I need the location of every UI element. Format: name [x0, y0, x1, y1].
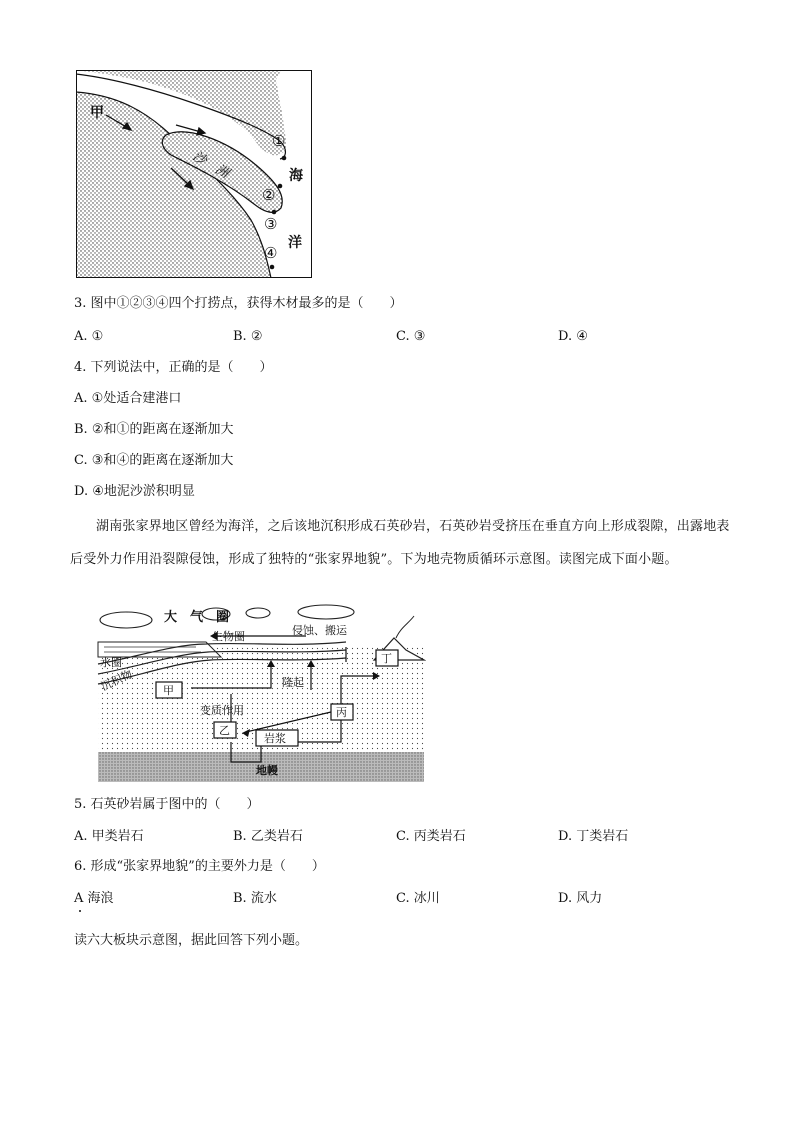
label-mantle: 地幔 [256, 764, 278, 777]
label-box-jia: 甲 [163, 684, 174, 697]
option-text: ④地泥沙淤积明显 [92, 484, 195, 499]
option-text: 冰川 [413, 891, 440, 906]
q3-stem: 3. 图中①②③④四个打捞点，获得木材最多的是（ ） [74, 296, 403, 311]
rock-cycle-svg [96, 602, 426, 784]
label-sediment: 沉积物 [99, 667, 135, 694]
stray-dot [79, 910, 81, 912]
option-key: A. [74, 391, 88, 406]
option-text: 甲类岩石 [91, 829, 144, 844]
q3-option-c[interactable] [396, 328, 425, 346]
q6-stem: 6. 形成“张家界地貌”的主要外力是（ ） [74, 859, 325, 874]
label-yang: 洋 [288, 235, 302, 251]
option-text: 丙类岩石 [413, 829, 466, 844]
label-box-yi: 乙 [219, 724, 230, 737]
q5-option-c[interactable] [396, 828, 466, 846]
q3-option-b[interactable] [233, 328, 262, 346]
option-key: B. [74, 422, 88, 437]
q6-option-c[interactable] [396, 890, 440, 908]
option-text: ②和①的距离在逐渐加大 [91, 422, 234, 437]
option-key: B. [233, 829, 247, 844]
option-key: D. [74, 484, 89, 499]
q4-option-a[interactable] [74, 390, 181, 408]
label-hydrosphere: 水圈 [100, 656, 122, 669]
q3-option-a[interactable] [74, 328, 103, 346]
q4-option-c[interactable] [74, 452, 233, 470]
q4-option-b[interactable] [74, 421, 233, 439]
option-text: 风力 [576, 891, 603, 906]
label-jia: 甲 [90, 105, 104, 121]
point-2: ② [262, 186, 276, 204]
label-biosphere: 生物圈 [212, 630, 245, 643]
q3-option-d[interactable] [558, 328, 588, 346]
option-text: ④ [576, 329, 588, 344]
q6-option-d[interactable] [558, 890, 602, 908]
q5-option-d[interactable] [558, 828, 628, 846]
option-key: C. [396, 829, 410, 844]
option-text: ② [250, 329, 263, 344]
q6-option-b[interactable] [233, 890, 277, 908]
label-box-bing: 丙 [336, 706, 347, 719]
figure-border [76, 70, 312, 278]
point-3: ③ [264, 215, 278, 233]
next-section-intro: 读六大板块示意图，据此回答下列小题。 [74, 933, 309, 948]
option-key: C. [396, 329, 410, 344]
river-figure [76, 70, 312, 278]
option-text: 丁类岩石 [576, 829, 629, 844]
option-text: ①处适合建港口 [91, 391, 182, 406]
option-key: C. [74, 453, 88, 468]
q5-option-b[interactable] [233, 828, 303, 846]
label-atmosphere: 大 气 圈 [164, 610, 230, 625]
point-1: ① [272, 132, 286, 150]
label-metamorphism: 变质作用 [200, 704, 244, 717]
label-hai: 海 [289, 168, 303, 184]
option-key: B. [233, 329, 247, 344]
q6-option-a[interactable] [74, 890, 114, 908]
option-text: ③和④的距离在逐渐加大 [91, 453, 234, 468]
rock-cycle-figure [96, 602, 426, 784]
reading-passage: 湖南张家界地区曾经为海洋，之后该地沉积形成石英砂岩，石英砂岩受挤压在垂直方向上形成裂隙，出露地表后受外力作用沿裂隙侵蚀，形成了独特的“张家界地貌”。下为地壳物质循环示意图。读图完成下面小题。 [70, 519, 730, 567]
option-key: D. [558, 829, 573, 844]
q5-option-a[interactable] [74, 828, 144, 846]
label-erosion: 侵蚀、搬运 [292, 624, 347, 637]
option-key: A. [74, 829, 88, 844]
point-4: ④ [264, 244, 278, 262]
q4-stem: 4. 下列说法中，正确的是（ ） [74, 360, 273, 375]
option-text: ③ [413, 329, 426, 344]
option-key: D. [558, 891, 573, 906]
label-box-ding: 丁 [381, 652, 392, 665]
option-key: D. [558, 329, 573, 344]
option-text: 流水 [250, 891, 277, 906]
q5-stem: 5. 石英砂岩属于图中的（ ） [74, 797, 260, 812]
option-key: A [74, 891, 84, 906]
option-key: C. [396, 891, 410, 906]
option-text: ① [91, 329, 104, 344]
label-shazhou: 沙 洲 [189, 148, 232, 182]
label-uplift: 隆起 [282, 676, 304, 689]
label-magma: 岩浆 [264, 732, 286, 745]
option-text: 海浪 [87, 891, 114, 906]
option-key: B. [233, 891, 247, 906]
q4-option-d[interactable] [74, 483, 195, 501]
option-text: 乙类岩石 [250, 829, 303, 844]
option-key: A. [74, 329, 88, 344]
